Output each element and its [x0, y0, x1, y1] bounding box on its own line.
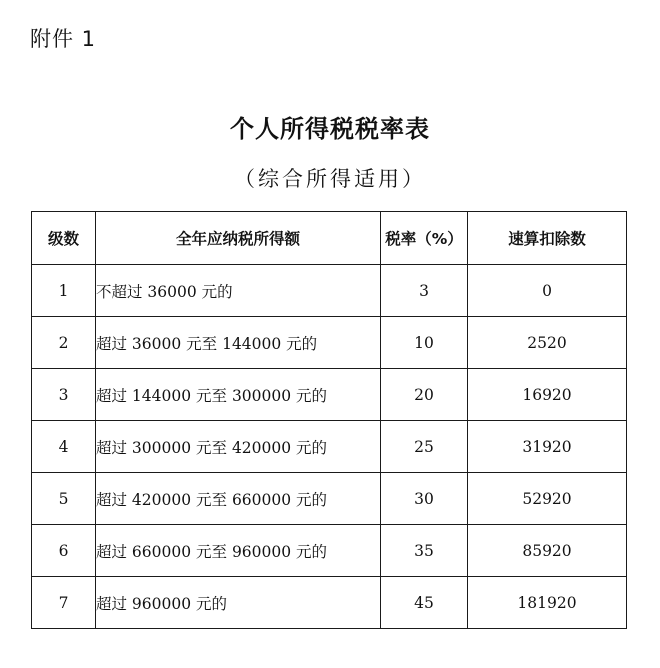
table-row: [32, 421, 627, 473]
table-row: [32, 265, 627, 317]
document-subtitle: （综合所得适用）: [234, 167, 426, 191]
tax-rate-cell: 30: [381, 473, 468, 525]
quick-deduction-cell: 16920: [468, 369, 627, 421]
table-row: [32, 525, 627, 577]
table-row: [32, 369, 627, 421]
tax-rate-cell: 20: [381, 369, 468, 421]
table-header-row: [32, 212, 627, 265]
income-range-cell: 超过 144000 元至 300000 元的: [96, 369, 381, 421]
level-cell: 5: [32, 473, 96, 525]
income-range-cell: 不超过 36000 元的: [96, 265, 381, 317]
income-range-cell: 超过 300000 元至 420000 元的: [96, 421, 381, 473]
income-range-cell: 超过 960000 元的: [96, 577, 381, 629]
income-range-cell: 超过 36000 元至 144000 元的: [96, 317, 381, 369]
tax-rate-cell: 35: [381, 525, 468, 577]
level-cell: 3: [32, 369, 96, 421]
quick-deduction-cell: 2520: [468, 317, 627, 369]
table-row: [32, 473, 627, 525]
tax-rate-cell: 45: [381, 577, 468, 629]
level-cell: 2: [32, 317, 96, 369]
column-header-quick-deduction: 速算扣除数: [468, 212, 627, 265]
level-cell: 7: [32, 577, 96, 629]
table-row: [32, 577, 627, 629]
column-header-tax-rate: 税率（%）: [381, 212, 468, 265]
tax-rate-table: [31, 211, 627, 629]
quick-deduction-cell: 52920: [468, 473, 627, 525]
document-title: 个人所得税税率表: [230, 114, 430, 143]
quick-deduction-cell: 181920: [468, 577, 627, 629]
level-cell: 4: [32, 421, 96, 473]
tax-rate-cell: 25: [381, 421, 468, 473]
income-range-cell: 超过 420000 元至 660000 元的: [96, 473, 381, 525]
level-cell: 1: [32, 265, 96, 317]
quick-deduction-cell: 0: [468, 265, 627, 317]
table-row: [32, 317, 627, 369]
quick-deduction-cell: 85920: [468, 525, 627, 577]
level-cell: 6: [32, 525, 96, 577]
tax-rate-cell: 10: [381, 317, 468, 369]
tax-rate-cell: 3: [381, 265, 468, 317]
income-range-cell: 超过 660000 元至 960000 元的: [96, 525, 381, 577]
quick-deduction-cell: 31920: [468, 421, 627, 473]
attachment-label: 附件 1: [30, 27, 97, 51]
column-header-taxable-income: 全年应纳税所得额: [96, 212, 381, 265]
column-header-level: 级数: [32, 212, 96, 265]
